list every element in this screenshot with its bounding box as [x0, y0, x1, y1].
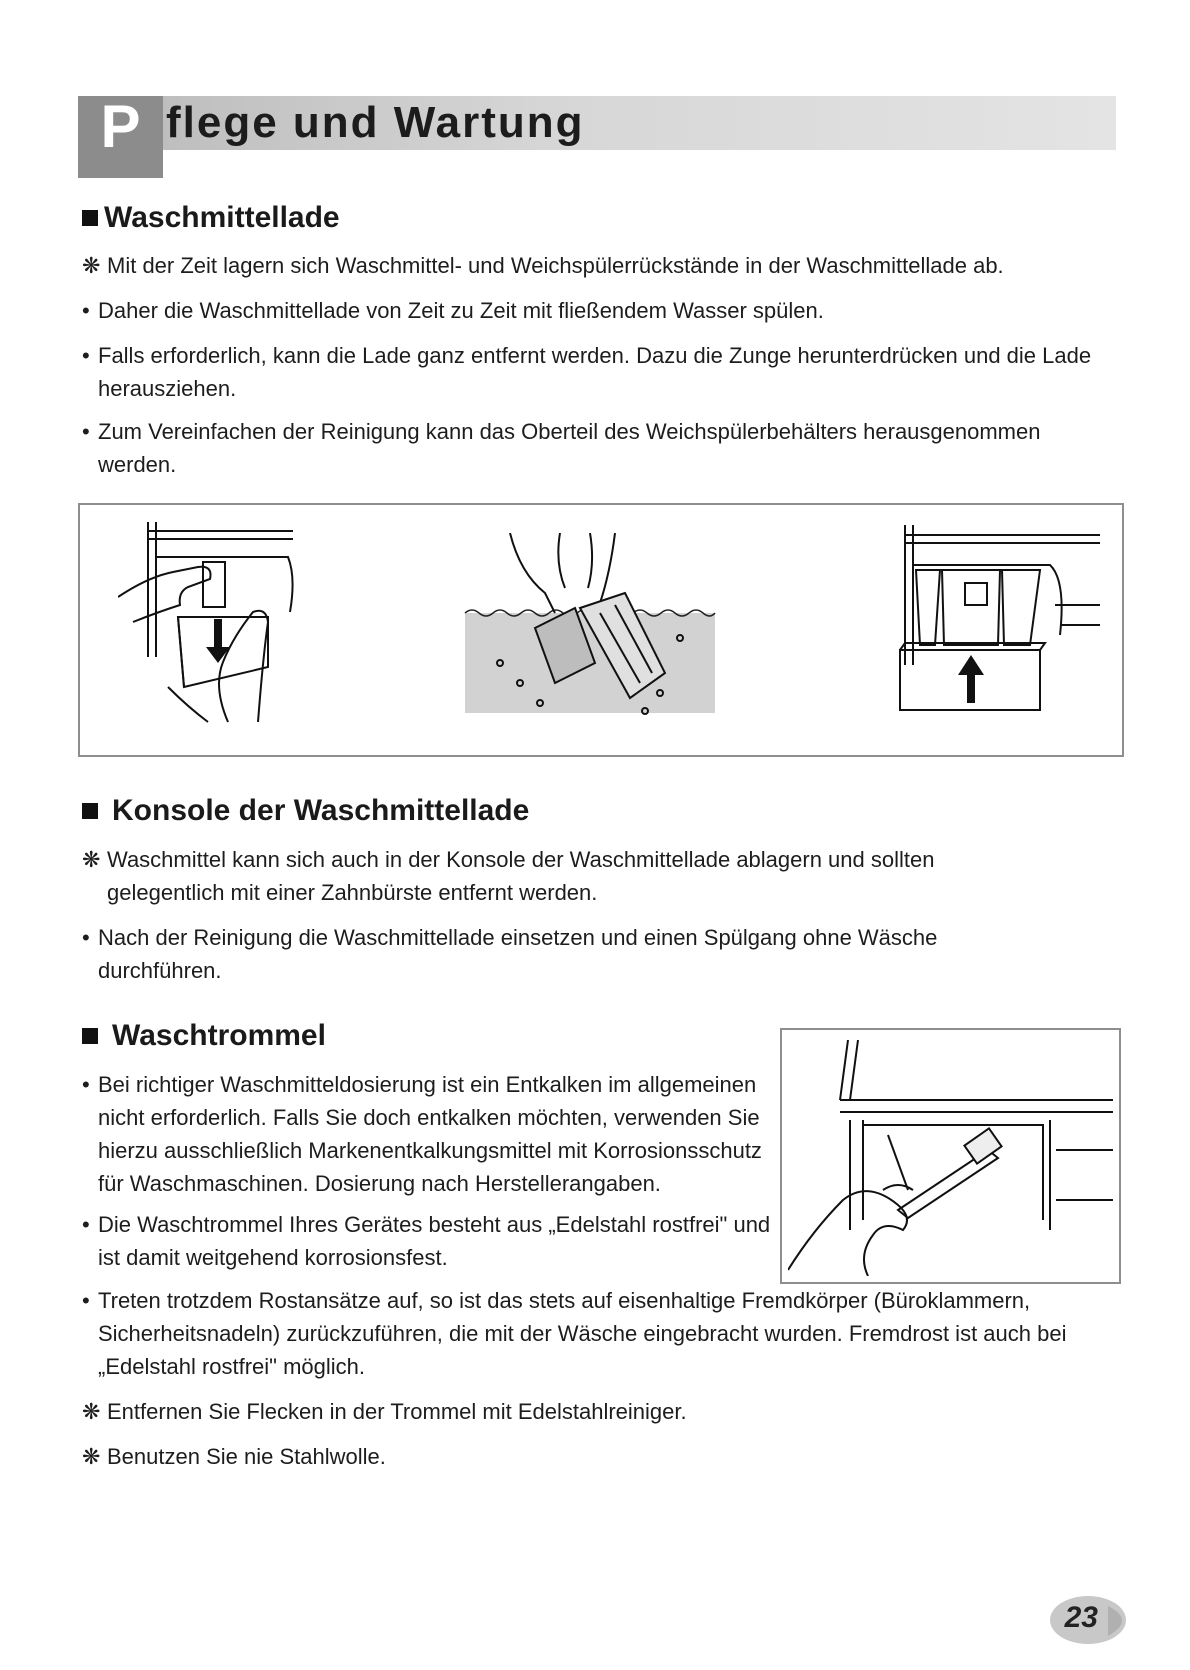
bullet-icon: • — [82, 419, 90, 444]
bullet-icon: • — [82, 925, 90, 950]
figure-console-brush — [780, 1028, 1121, 1284]
section-heading: Waschtrommel — [82, 1018, 1122, 1054]
bullet-icon: • — [82, 343, 90, 368]
bullet-icon: • — [82, 1072, 90, 1097]
bullet-item: • Falls erforderlich, kann die Lade ganz entfernt werden. Dazu die Zunge herunterdrücken und die Lade herausziehen. — [82, 339, 1092, 405]
asterisk-icon: ❋ — [82, 1399, 101, 1424]
asterisk-icon: ❋ — [82, 253, 101, 278]
square-bullet-icon — [82, 1028, 98, 1044]
section-heading: Konsole der Waschmittellade — [82, 793, 1082, 829]
section-heading: Waschmittellade — [82, 200, 1122, 236]
note-item: ❋ Entfernen Sie Flecken in der Trommel mit Edelstahlreiniger. — [82, 1395, 1122, 1428]
asterisk-icon: ❋ — [82, 847, 101, 872]
square-bullet-icon — [82, 803, 98, 819]
bullet-item: • Treten trotzdem Rostansätze auf, so ist das stets auf eisenhaltige Fremdkörper (Büroklammern, Sicherheitsnadeln) zurückzuführen, die mit der Wäsche eingebracht wurden. Fremdrost ist auch bei „Edelstahl rostfrei" möglich. — [82, 1284, 1122, 1383]
bullet-item: • Daher die Waschmittellade von Zeit zu Zeit mit fließendem Wasser spülen. — [82, 294, 1122, 327]
note-item: ❋ Waschmittel kann sich auch in der Konsole der Waschmittellade ablagern und sollten gelegentlich mit einer Zahnbürste entfernt werden. — [82, 843, 982, 909]
bullet-item: • Die Waschtrommel Ihres Gerätes besteht aus „Edelstahl rostfrei" und ist damit weitgehend korrosionsfest. — [82, 1208, 772, 1274]
bullet-icon: • — [82, 298, 90, 323]
section-console — [82, 793, 1082, 987]
section-drawer — [82, 200, 1122, 481]
note-item: ❋ Mit der Zeit lagern sich Waschmittel- und Weichspülerrückstände in der Waschmittellade ab. — [82, 249, 1122, 282]
square-bullet-icon — [82, 210, 98, 226]
page-title: flege und Wartung — [166, 98, 585, 147]
toothbrush-cleaning-illustration — [788, 1040, 1113, 1276]
bullet-icon: • — [82, 1288, 90, 1313]
bullet-item: • Zum Vereinfachen der Reinigung kann das Oberteil des Weichspülerbehälters herausgenommen werden. — [82, 415, 1092, 481]
bullet-item: • Nach der Reinigung die Waschmittellade einsetzen und einen Spülgang ohne Wäsche durchführen. — [82, 921, 982, 987]
header-initial: P — [100, 93, 141, 160]
drawer-removal-illustration — [118, 517, 368, 729]
drawer-rinsing-illustration — [460, 533, 720, 719]
page-number: 23 — [1064, 1601, 1098, 1634]
figure-drawer-cleaning — [78, 503, 1124, 757]
bullet-item: • Bei richtiger Waschmitteldosierung ist ein Entkalken im allgemeinen nicht erforderlich. Falls Sie doch entkalken möchten, verwenden Sie hierzu ausschließlich Markenentkalkungsmittel mit Korrosionsschutz für Waschmaschinen. Dosierung nach Herstellerangaben. — [82, 1068, 772, 1200]
bullet-icon: • — [82, 1212, 90, 1237]
drawer-insertion-illustration — [880, 525, 1110, 725]
asterisk-icon: ❋ — [82, 1444, 101, 1469]
note-item: ❋ Benutzen Sie nie Stahlwolle. — [82, 1440, 1122, 1473]
